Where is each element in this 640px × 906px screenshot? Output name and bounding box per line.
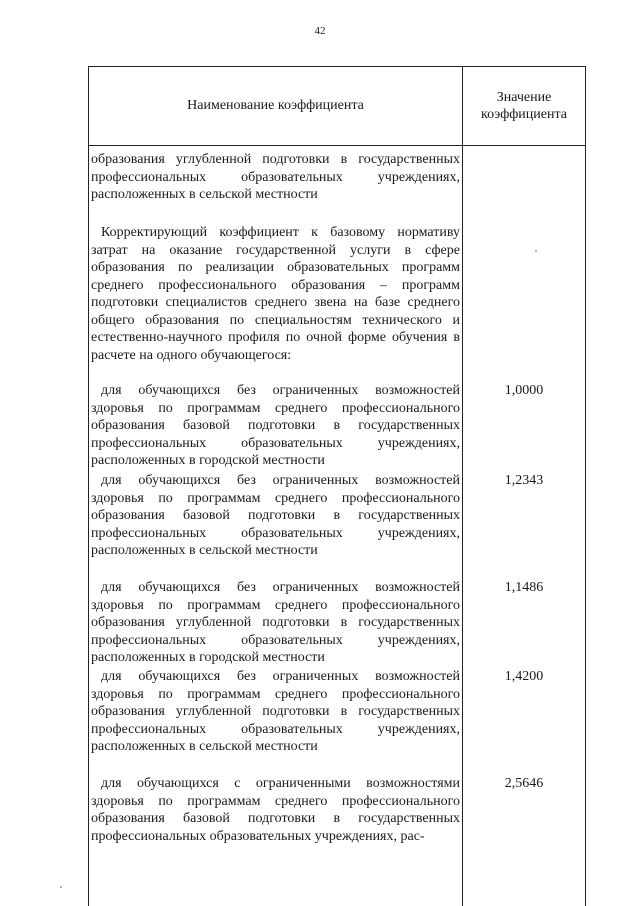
page-number: 42	[314, 25, 326, 37]
header-value-label-2: коэффициента	[481, 106, 567, 122]
row-1-value: 1,0000	[504, 383, 544, 398]
row-3-text: для обучающихся без ограниченных возможностей здоровья по программам среднего профессионального образования углубленной подготовки в государственных профессиональных образовательных учреждениях, расположенных в городской местности	[91, 580, 460, 665]
row-1-text: для обучающихся без ограниченных возможностей здоровья по программам среднего профессионального образования базовой подготовки в государственных профессиональных образовательных учреждениях, расположенных в городской местности	[91, 383, 460, 468]
header-value-label-1: Значение	[496, 89, 552, 105]
row-4-text: для обучающихся без ограниченных возможностей здоровья по программам среднего профессионального образования углубленной подготовки в государственных профессиональных образовательных учреждениях, расположенных в сельской местности	[91, 669, 460, 754]
row-3-value: 1,1486	[504, 580, 544, 595]
header-divider	[88, 145, 586, 146]
scan-speck	[535, 250, 537, 252]
row-5-value: 2,5646	[504, 776, 544, 791]
header-value-cell	[463, 66, 585, 145]
header-name-label: Наименование коэффициента	[187, 97, 364, 113]
continuation-text: образования углубленной подготовки в государственных профессиональных образовательных учреждениях, расположенных в сельской местности	[91, 152, 460, 202]
section-title: Корректирующий коэффициент к базовому нормативу затрат на оказание государственной услуги в сфере образования по реализации образовательных программ среднего профессионального образования – программ подготовки специалистов среднего звена на базе среднего общего образования по специальностям технического и естественно-научного профиля по очной форме обучения в расчете на одного обучающегося:	[91, 225, 460, 363]
row-5-text: для обучающихся с ограниченными возможностями здоровья по программам среднего профессионального образования базовой подготовки в государственных профессиональных образовательных учреждениях, рас-	[91, 776, 460, 844]
header-name-cell	[89, 66, 462, 145]
row-4-value: 1,4200	[504, 669, 544, 684]
row-2-value: 1,2343	[504, 473, 544, 488]
row-2-text: для обучающихся без ограниченных возможностей здоровья по программам среднего профессионального образования базовой подготовки в государственных профессиональных образовательных учреждениях, расположенных в сельской местности	[91, 473, 460, 558]
scan-speck	[60, 886, 62, 888]
